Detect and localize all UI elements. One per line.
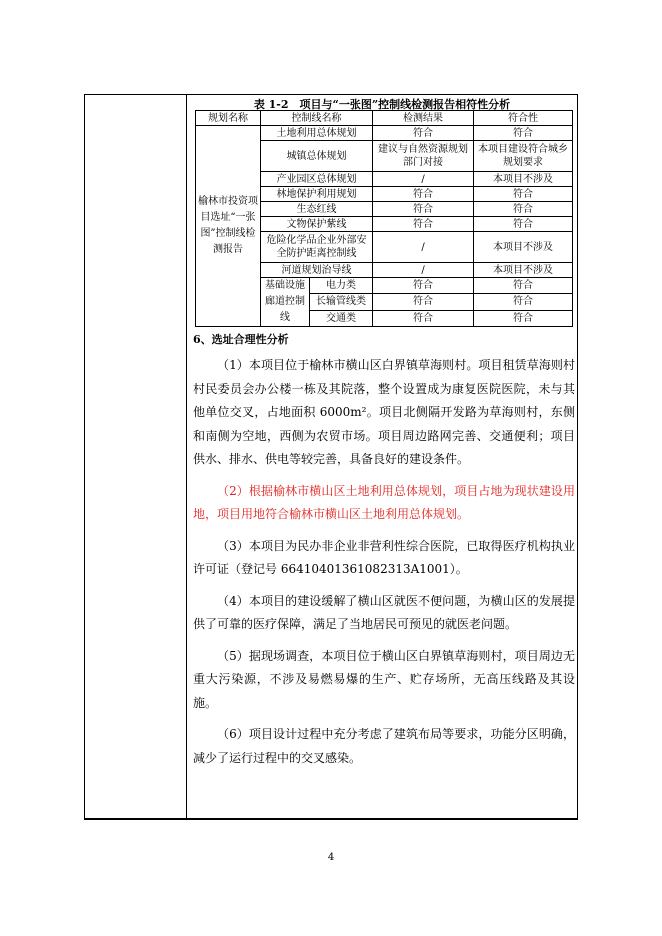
control-line-name: 危险化学品企业外部安全防护距离控制线 xyxy=(261,232,373,263)
compliance-value: 符合 xyxy=(474,187,573,202)
compliance-table xyxy=(195,110,573,327)
header-control-line: 控制线名称 xyxy=(261,111,373,126)
check-result: 符合 xyxy=(373,126,474,141)
compliance-value: 本项目建设符合城乡规划要求 xyxy=(474,141,573,172)
control-line-name: 城镇总体规划 xyxy=(261,141,373,172)
control-line-name: 河道规划治导线 xyxy=(261,263,373,278)
control-line-name: 产业园区总体规划 xyxy=(261,172,373,187)
paragraph-2: （2）根据榆林市横山区土地利用总体规划，项目占地为现状建设用地，项目用地符合榆林市横山区土地利用总体规划。 xyxy=(193,483,575,521)
paragraph-1: （1）本项目位于榆林市横山区白界镇草海则村。项目租赁草海则村村民委员会办公楼一栋及其院落，整个设置成为康复医院医院，未与其他单位交叉，占地面积 6000m²。项目北侧隔开发路为草海则村，东侧和南侧为空地，西侧为农贸市场。项目周边路网完善、交通便利；项目供水、排水、供电等较完善，具备良好的建设条件。 xyxy=(193,358,575,466)
plan-group-label: 榆林市投资项目选址“一张图”控制线检测报告 xyxy=(196,126,261,327)
paragraph-3: （3）本项目为民办非企业非营利性综合医院，已取得医疗机构执业许可证（登记号 66410401361082313A1001）。 xyxy=(193,538,575,576)
frame-right-border xyxy=(577,94,578,820)
compliance-value: 符合 xyxy=(474,126,573,141)
check-result: 符合 xyxy=(373,202,474,217)
control-line-name: 交通类 xyxy=(310,310,373,326)
paragraph-6: （6）项目设计过程中充分考虑了建筑布局等要求，功能分区明确，减少了运行过程中的交叉感染。 xyxy=(193,727,575,765)
control-line-name: 土地利用总体规划 xyxy=(261,126,373,141)
compliance-value: 符合 xyxy=(474,202,573,217)
compliance-value: 本项目不涉及 xyxy=(474,263,573,278)
control-line-name: 电力类 xyxy=(310,278,373,294)
frame-top-border xyxy=(84,94,578,95)
header-result: 检测结果 xyxy=(373,111,474,126)
compliance-value: 符合 xyxy=(474,294,573,310)
check-result: 符合 xyxy=(373,278,474,294)
compliance-value: 符合 xyxy=(474,310,573,326)
check-result: / xyxy=(373,232,474,263)
control-line-name: 生态红线 xyxy=(261,202,373,217)
table-caption: 表 1-2 项目与“一张图”控制线检测报告相符性分析 xyxy=(253,98,511,111)
compliance-value: 本项目不涉及 xyxy=(474,172,573,187)
compliance-value: 本项目不涉及 xyxy=(474,232,573,263)
check-result: / xyxy=(373,263,474,278)
frame-bottom-border xyxy=(84,818,578,820)
infra-group-label: 基础设施廊道控制线 xyxy=(261,278,310,327)
check-result: 建议与自然资源规划部门对接 xyxy=(373,141,474,172)
paragraph-4: （4）本项目的建设缓解了横山区就医不便问题，为横山区的发展提供了可靠的医疗保障，满足了当地居民可预见的就医老问题。 xyxy=(193,593,575,631)
page-number: 4 xyxy=(327,852,335,863)
control-line-name: 林地保护利用规划 xyxy=(261,187,373,202)
paragraph-5: （5）据现场调查，本项目位于横山区白界镇草海则村，项目周边无重大污染源，不涉及易燃易爆的生产、贮存场所，无高压线路及其设施。 xyxy=(193,648,575,710)
compliance-value: 符合 xyxy=(474,217,573,232)
frame-column-divider xyxy=(186,94,187,820)
check-result: 符合 xyxy=(373,217,474,232)
header-plan-name: 规划名称 xyxy=(196,111,261,126)
table-row xyxy=(196,126,573,141)
frame-left-border xyxy=(84,94,85,820)
control-line-name: 长输管线类 xyxy=(310,294,373,310)
check-result: / xyxy=(373,172,474,187)
control-line-name: 文物保护紫线 xyxy=(261,217,373,232)
compliance-value: 符合 xyxy=(474,278,573,294)
analysis-section xyxy=(193,330,575,778)
check-result: 符合 xyxy=(373,294,474,310)
check-result: 符合 xyxy=(373,187,474,202)
header-compliance: 符合性 xyxy=(474,111,573,126)
section-title: 6、选址合理性分析 xyxy=(193,333,289,346)
table-header-row xyxy=(196,111,573,126)
check-result: 符合 xyxy=(373,310,474,326)
